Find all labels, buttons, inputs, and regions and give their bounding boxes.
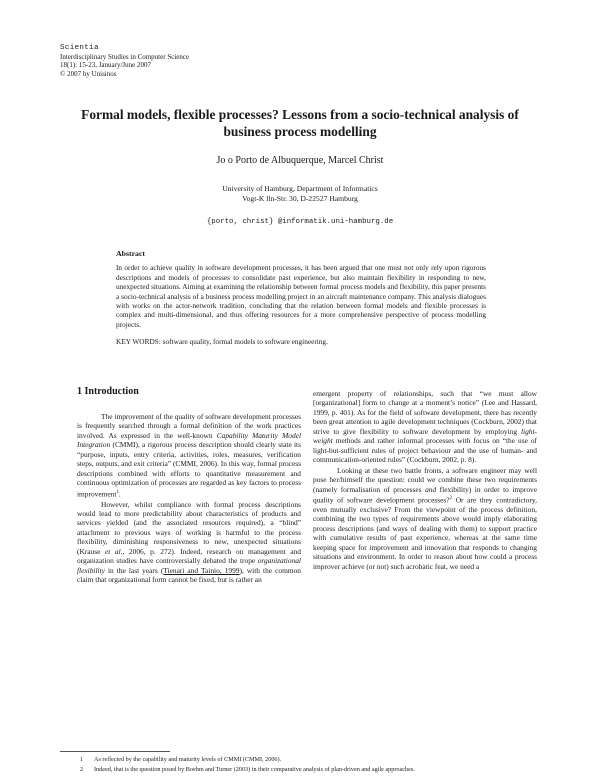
- text-run: Or are they contradictory, even mutually exclusive? From the viewpoint of the process definition, combining the two types of requirements above would imply elaborating process descriptions (and ways of dealing with them) to support practice with cumulative results of past experience, whereas at the same time keeping space for improvement and innovation that responds to changing situations and environment. In order to reason about how could a process improver achieve (or not) such acrobatic feat, we need a: [313, 495, 537, 571]
- journal-issue: 18(1): 15-23, January/June 2007: [60, 61, 151, 70]
- footnote-ref: 2: [449, 495, 453, 501]
- text-run: (CMMI), a rigorous process description should clearly state its “purpose, inputs, entry criteria, activities, roles, measures, verification steps, outputs, and exit criteria” (CMMI, 2006). In this way, formal process descriptions combined with efforts to quantitative measurement and continuous optimization of processes are regarded as key factors to process improvement: [77, 440, 301, 499]
- affiliation-line-2: Vogt-K lln-Str. 30, D-22527 Hamburg: [242, 194, 358, 203]
- footnote: [80, 755, 530, 765]
- citation-link[interactable]: Tienari and Tainio, 1999: [163, 565, 240, 575]
- paragraph: [77, 500, 301, 585]
- abstract-heading: Abstract: [116, 249, 146, 258]
- footnotes: [60, 755, 530, 775]
- paragraph: [313, 466, 537, 571]
- footnote-divider: [60, 751, 170, 752]
- author-email: {porto, christ} @informatik.uni-hamburg.de: [206, 218, 394, 226]
- text-run: flexibility) in order to improve quality of software development processes?: [313, 484, 537, 505]
- emphasis: and: [425, 484, 437, 494]
- affiliation-line-1: University of Hamburg, Department of Informatics: [222, 184, 378, 193]
- emphasis: organizational flexibility: [77, 556, 301, 575]
- section-heading-introduction: 1 Introduction: [77, 386, 139, 397]
- text-run: , 2006, p. 272). Indeed, research on management and organization studies have controversially debated the trope: [77, 546, 301, 566]
- text-run: ), with the common claim that organizational form cannot be fixed, but is rather an: [77, 565, 301, 585]
- text-run: Looking at these two battle fronts, a software engineer may well pose her/himself the question: could we combine these two requirements (namely formalisation of processes: [313, 465, 537, 494]
- journal-copyright: © 2007 by Unisinos: [60, 69, 117, 78]
- emphasis: Capability Maturity Model Integration: [77, 430, 301, 450]
- right-column: [313, 389, 537, 571]
- paper-title: Formal models, flexible processes? Lessons from a socio-technical analysis of business process modelling: [81, 107, 519, 139]
- footnote-number: 1: [80, 756, 84, 763]
- left-column: [77, 386, 301, 585]
- keywords: KEY WORDS: software quality, formal models to software engineering.: [116, 337, 328, 347]
- text-run: .: [118, 489, 121, 499]
- text-run: in the last years (: [104, 565, 164, 575]
- abstract: [116, 249, 486, 347]
- paragraph: [313, 389, 537, 465]
- journal-subtitle: Interdisciplinary Studies in Computer Science: [60, 52, 190, 61]
- text-run: methods and rather informal processes with focus on “the use of light-but-sufficient rules of project behaviour and the use of human- and communication-oriented rules” (Cockburn, 2002, p. 8).: [313, 436, 537, 465]
- footnote-text: As reflected by the capability and maturity levels of CMMI (CMMI, 2006).: [94, 756, 282, 763]
- footnote-text: Indeed, that is the question posed by Boehm and Turner (2003) in their comparative analysis of plan-driven and agile approaches.: [94, 766, 415, 773]
- author-affiliation: [60, 184, 540, 204]
- abstract-text: In order to achieve quality in software development processes, it has been argued that one must not only rely upon rigorous descriptions and models of processes to consolidate past experience, but also maintain flexibility in responding to new, unexpected situations. Aiming at examining the relationship between formal process models and flexibility, this paper presents a socio-technical analysis of a business process modelling project in an aircraft maintenance company. This analysis dialogues with works on the actor-network tradition, concluding that the relation between formal models and flexible processes is complex and multi-dimensional, and thus offering resources for a more comprehensive perspective of process modelling projects.: [116, 263, 486, 329]
- text-run: However, whilst compliance with formal process descriptions would lead to more predictability about characteristics of products and services yielded (and the associated resources required), a “blind” attachment to previous ways of working is harmful to the process flexibility, diminishing responsiveness to new, unexpected situations (Krause: [77, 499, 301, 556]
- text-run: emergent property of relationships, such that “we must allow [organizational] form to change at a moment’s notice” (Lee and Hassard, 1999, p. 401). As for the field of software development, there has recently been great attention to agile development techniques (Cockburn, 2002) that strive to give flexibility to software development by employing: [313, 389, 537, 436]
- footnote: [80, 765, 530, 775]
- emphasis: light-weight: [313, 426, 537, 446]
- emphasis: et al.: [104, 546, 123, 556]
- journal-name: Scientia: [60, 44, 99, 52]
- journal-info: [60, 44, 189, 78]
- paper-authors: Jo o Porto de Albuquerque, Marcel Christ: [216, 155, 384, 166]
- footnote-ref: 1: [116, 489, 119, 495]
- text-run: The improvement of the quality of software development processes is frequently searched through a formal definition of the work practices involved. As expressed in the well-known: [77, 412, 301, 440]
- footnote-number: 2: [80, 766, 84, 773]
- paragraph: [77, 412, 301, 499]
